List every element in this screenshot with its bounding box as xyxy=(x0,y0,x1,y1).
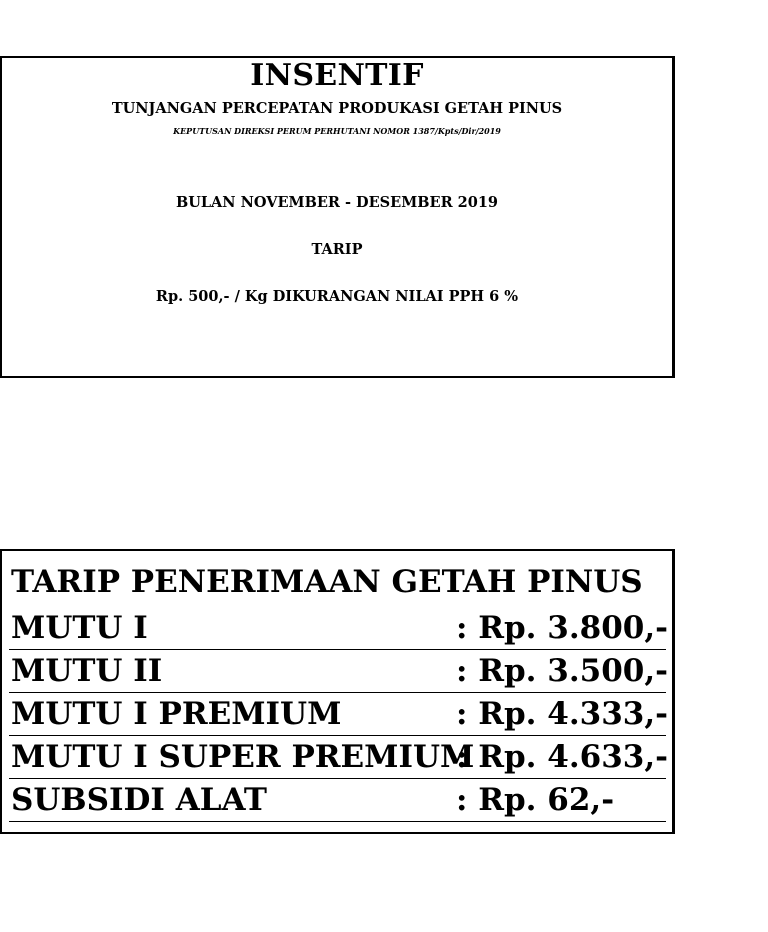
rates-table-box xyxy=(0,549,675,834)
rate-price: : Rp. 3.500,- xyxy=(456,653,668,689)
rate-price: : Rp. 4.633,- xyxy=(456,739,668,775)
rate-note: Rp. 500,- / Kg DIKURANGAN NILAI PPH 6 % xyxy=(155,288,519,305)
decree-reference: KEPUTUSAN DIREKSI PERUM PERHUTANI NOMOR 1387/Kpts/Dir/2019 xyxy=(173,126,501,136)
subtitle: TUNJANGAN PERCEPATAN PRODUKASI GETAH PINUS xyxy=(111,100,563,117)
page-title: INSENTIF xyxy=(250,58,424,93)
rate-price: : Rp. 3.800,- xyxy=(456,610,668,646)
period-label: BULAN NOVEMBER - DESEMBER 2019 xyxy=(175,194,499,211)
rates-table-title: TARIP PENERIMAAN GETAH PINUS xyxy=(11,564,643,600)
rate-label: MUTU I xyxy=(11,610,148,646)
incentive-header-box xyxy=(0,56,675,378)
rate-row-mutu-i-super-premium xyxy=(9,736,666,779)
rate-label: MUTU II xyxy=(11,653,163,689)
rate-label: MUTU I SUPER PREMIUM xyxy=(11,739,475,775)
rate-row-mutu-i xyxy=(9,607,666,650)
rate-label: SUBSIDI ALAT xyxy=(11,782,267,818)
rate-row-mutu-i-premium xyxy=(9,693,666,736)
rate-price: : Rp. 62,- xyxy=(456,782,615,818)
rate-row-subsidi-alat xyxy=(9,779,666,822)
tarip-heading: TARIP xyxy=(311,241,363,258)
rate-price: : Rp. 4.333,- xyxy=(456,696,668,732)
rate-label: MUTU I PREMIUM xyxy=(11,696,342,732)
rate-row-mutu-ii xyxy=(9,650,666,693)
